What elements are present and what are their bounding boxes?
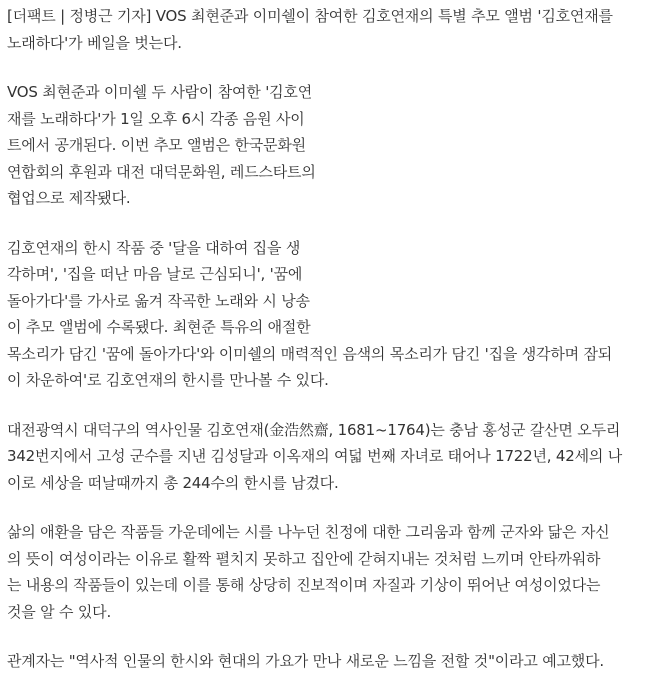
paragraph-line: 대전광역시 대덕구의 역사인물 김호연재(金浩然齋, 1681~1764)는 충남 홍성군 갈산면 오두리 — [7, 420, 621, 439]
paragraph-line: 목소리가 담긴 '꿈에 돌아가다'와 이미쉘의 매력적인 음색의 목소리가 담긴 '집을 생각하며 잠되 — [7, 344, 613, 363]
article-paragraph-1 — [7, 3, 653, 56]
paragraph-line: 노래하다'가 베일을 벗는다. — [7, 33, 182, 52]
paragraph-line: 이로 세상을 떠날때까지 총 244수의 한시를 남겼다. — [7, 473, 339, 492]
article-paragraph-4 — [7, 417, 653, 497]
paragraph-line: 재를 노래하다'가 1일 오후 6시 각종 음원 사이 — [7, 109, 305, 128]
paragraph-line: 각하며', '집을 떠난 마음 날로 근심되니', '꿈에 — [7, 265, 303, 283]
paragraph-line: [더팩트 | 정병근 기자] VOS 최현준과 이미쉘이 참여한 김호연재의 특별 추모 앨범 '김호연재를 — [7, 7, 613, 25]
article-paragraph-5 — [7, 519, 653, 625]
article-paragraph-6 — [7, 648, 653, 675]
paragraph-line: 는 내용의 작품들이 있는데 이를 통해 상당히 진보적이며 자질과 기상이 뛰어난 여성이었다는 — [7, 576, 601, 594]
article-paragraph-3 — [7, 235, 653, 394]
paragraph-line: 이 추모 앨범에 수록됐다. 최현준 특유의 애절한 — [7, 318, 311, 336]
paragraph-line: 김호연재의 한시 작품 중 '달을 대하여 집을 생 — [7, 238, 301, 257]
paragraph-line: 트에서 공개된다. 이번 추모 앨범은 한국문화원 — [7, 136, 306, 154]
paragraph-line: 342번지에서 고성 군수를 지낸 김성달과 이옥재의 여덟 번째 자녀로 태어나 1722년, 42세의 나 — [7, 447, 623, 465]
paragraph-line: 것을 알 수 있다. — [7, 602, 112, 621]
paragraph-line: 연합회의 후원과 대전 대덕문화원, 레드스타트의 — [7, 162, 316, 181]
article-paragraph-2 — [7, 79, 653, 212]
paragraph-line: 삶의 애환을 담은 작품들 가운데에는 시를 나누던 친정에 대한 그리움과 함께 군자와 닮은 자신 — [7, 523, 610, 541]
paragraph-line: VOS 최현준과 이미쉘 두 사람이 참여한 '김호연 — [7, 83, 312, 101]
paragraph-line: 의 뜻이 여성이라는 이유로 활짝 펼치지 못하고 집안에 갇혀지내는 것처럼 느끼며 안타까워하 — [7, 549, 601, 568]
paragraph-line: 돌아가다'를 가사로 옮겨 작곡한 노래와 시 낭송 — [7, 291, 310, 310]
paragraph-line: 관계자는 "역사적 인물의 한시와 현대의 가요가 만나 새로운 느낌을 전할 것"이라고 예고했다. — [7, 652, 604, 670]
paragraph-line: 협업으로 제작됐다. — [7, 189, 131, 207]
paragraph-line: 이 차운하여'로 김호연재의 한시를 만나볼 수 있다. — [7, 371, 329, 389]
